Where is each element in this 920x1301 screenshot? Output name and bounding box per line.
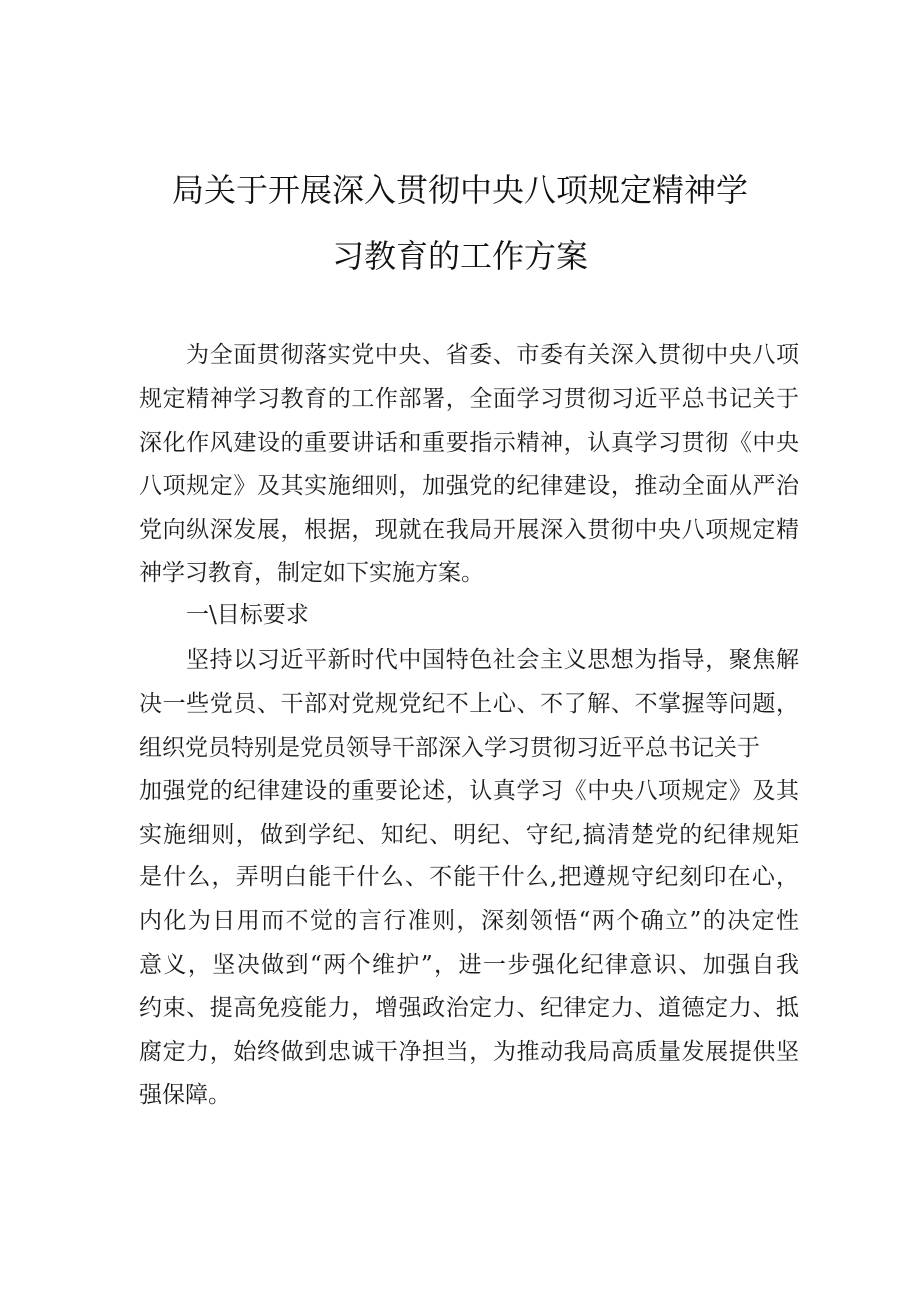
document-title-line-2: 习教育的工作方案 xyxy=(331,237,588,275)
paragraph-1-line: 党向纵深发展，根据，现就在我局开展深入贯彻中央八项规定精 xyxy=(139,517,799,543)
paragraph-2-line: 组织党员特别是党员领导干部深入学习贯彻习近平总书记关于 xyxy=(139,735,760,761)
paragraph-2-line: 约束、提高免疫能力，增强政治定力、纪律定力、道德定力、抵 xyxy=(139,995,799,1021)
paragraph-2-line: 是什么，弄明白能干什么、不能干什么,把遵规守纪刻印在心， xyxy=(139,864,799,890)
paragraph-2-line: 加强党的纪律建设的重要论述，认真学习《中央八项规定》及其 xyxy=(139,778,799,804)
document-title-line-1: 局关于开展深入贯彻中央八项规定精神学 xyxy=(171,171,748,209)
paragraph-2-line: 腐定力，始终做到忠诚干净担当，为推动我局高质量发展提供坚 xyxy=(139,1039,799,1065)
paragraph-1-line: 为全面贯彻落实党中央、省委、市委有关深入贯彻中央八项 xyxy=(186,342,799,368)
paragraph-1-line: 神学习教育，制定如下实施方案。 xyxy=(139,560,484,586)
paragraph-2-line: 坚持以习近平新时代中国特色社会主义思想为指导，聚焦解 xyxy=(186,647,799,673)
paragraph-1-line: 规定精神学习教育的工作部署，全面学习贯彻习近平总书记关于 xyxy=(139,386,799,412)
paragraph-1-line: 深化作风建设的重要讲话和重要指示精神，认真学习贯彻《中央 xyxy=(139,430,799,456)
paragraph-2-line: 决一些党员、干部对党规党纪不上心、不了解、不掌握等问题， xyxy=(139,691,799,717)
paragraph-2-line: 意义，坚决做到“两个维护”，进一步强化纪律意识、加强自我 xyxy=(139,952,799,978)
section-heading: 一\目标要求 xyxy=(186,602,309,628)
paragraph-1-line: 八项规定》及其实施细则，加强党的纪律建设，推动全面从严治 xyxy=(139,473,799,499)
paragraph-2-line: 内化为日用而不觉的言行准则，深刻领悟“两个确立”的决定性 xyxy=(139,908,799,934)
paragraph-2-line: 强保障。 xyxy=(139,1082,231,1108)
paragraph-2-line: 实施细则，做到学纪、知纪、明纪、守纪,搞清楚党的纪律规矩 xyxy=(139,822,799,848)
